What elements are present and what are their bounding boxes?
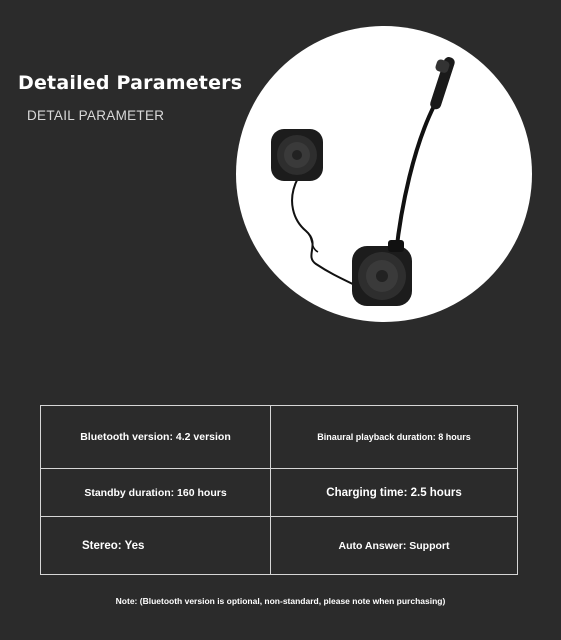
section-subtitle: DETAIL PARAMETER [27, 108, 165, 123]
spec-charging-time: Charging time: 2.5 hours [271, 469, 517, 517]
spec-standby-duration: Standby duration: 160 hours [41, 469, 271, 517]
spec-stereo: Stereo: Yes [41, 517, 271, 574]
footer-note: Note: (Bluetooth version is optional, non-standard, please note when purchasing) [115, 596, 446, 606]
spec-bluetooth-version: Bluetooth version: 4.2 version [41, 406, 271, 469]
spec-auto-answer: Auto Answer: Support [338, 539, 450, 552]
section-title: Detailed Parameters [18, 72, 243, 94]
product-image [236, 26, 532, 322]
headset-icon [236, 26, 532, 322]
spec-binaural-playback: Binaural playback duration: 8 hours [271, 406, 517, 469]
parameters-table [40, 405, 518, 575]
